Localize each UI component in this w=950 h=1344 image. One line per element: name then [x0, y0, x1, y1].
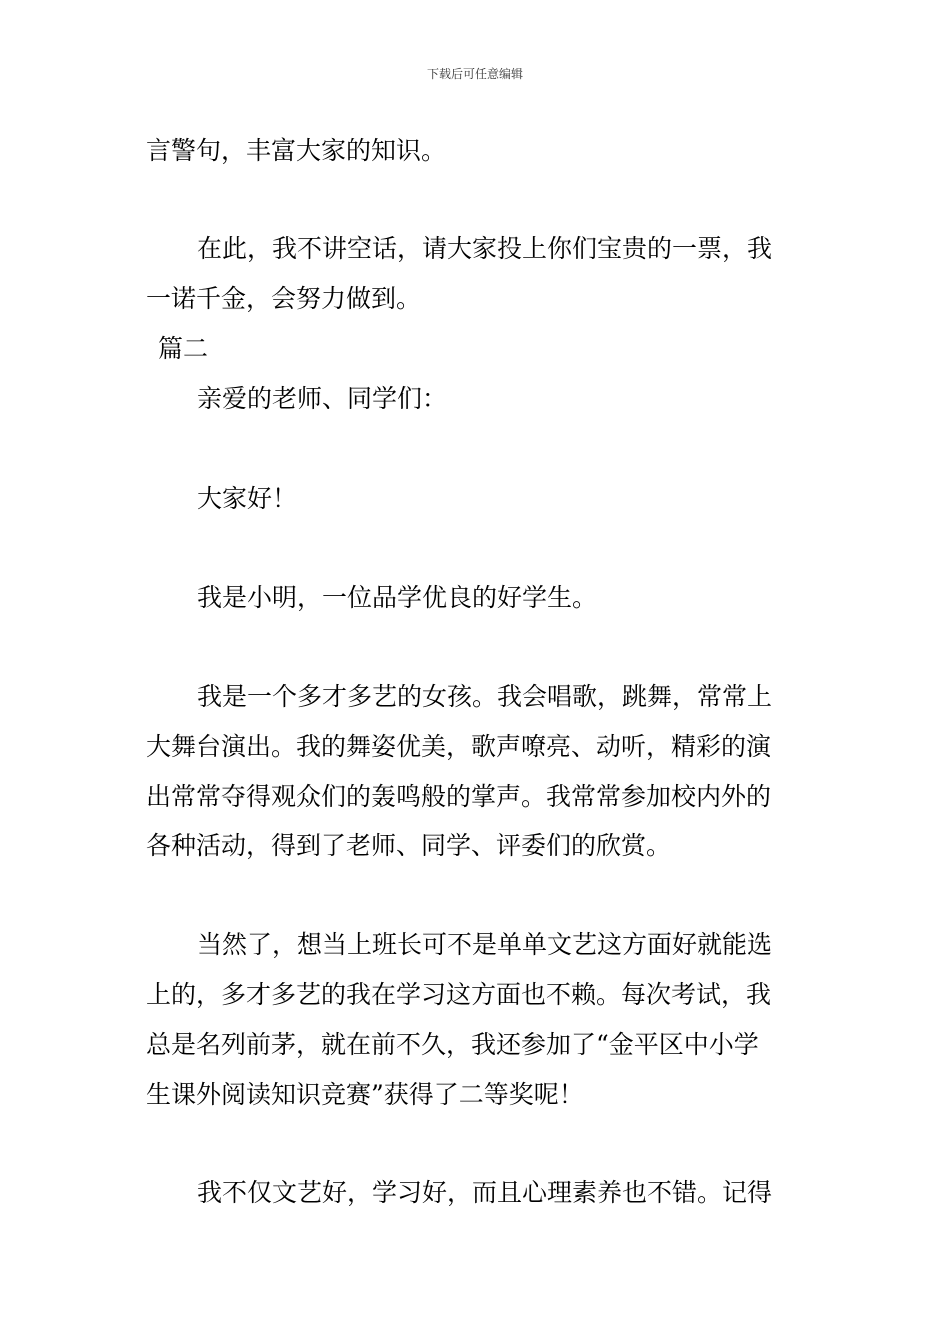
text-line: 总是名列前茅，就在前不久，我还参加了“金平区中小学	[146, 1030, 759, 1059]
text-line: 我不仅文艺好，学习好，而且心理素养也不错。记得	[197, 1178, 773, 1207]
text-line: 我是一个多才多艺的女孩。我会唱歌，跳舞，常常上	[197, 682, 773, 711]
text-line: 一诺千金，会努力做到。	[146, 284, 422, 313]
text-line: 大舞台演出。我的舞姿优美，歌声嘹亮、动听，精彩的演	[146, 732, 772, 761]
greeting: 大家好！	[197, 484, 298, 513]
text-line: 出常常夺得观众们的轰鸣般的掌声。我常常参加校内外的	[146, 782, 772, 811]
text-line: 在此，我不讲空话，请大家投上你们宝贵的一票，我	[197, 234, 773, 263]
text-line: 我是小明，一位品学优良的好学生。	[197, 583, 598, 612]
page-header: 下载后可任意编辑	[426, 67, 523, 81]
salutation: 亲爱的老师、同学们：	[197, 384, 448, 413]
text-line: 生课外阅读知识竞赛”获得了二等奖呢！	[146, 1080, 584, 1109]
text-line: 当然了，想当上班长可不是单单文艺这方面好就能选	[197, 930, 773, 959]
text-line: 各种活动，得到了老师、同学、评委们的欣赏。	[146, 831, 672, 860]
text-line: 言警句，丰富大家的知识。	[146, 136, 447, 165]
text-line: 上的，多才多艺的我在学习这方面也不赖。每次考试，我	[146, 980, 772, 1009]
section-heading: 篇二	[158, 334, 209, 363]
